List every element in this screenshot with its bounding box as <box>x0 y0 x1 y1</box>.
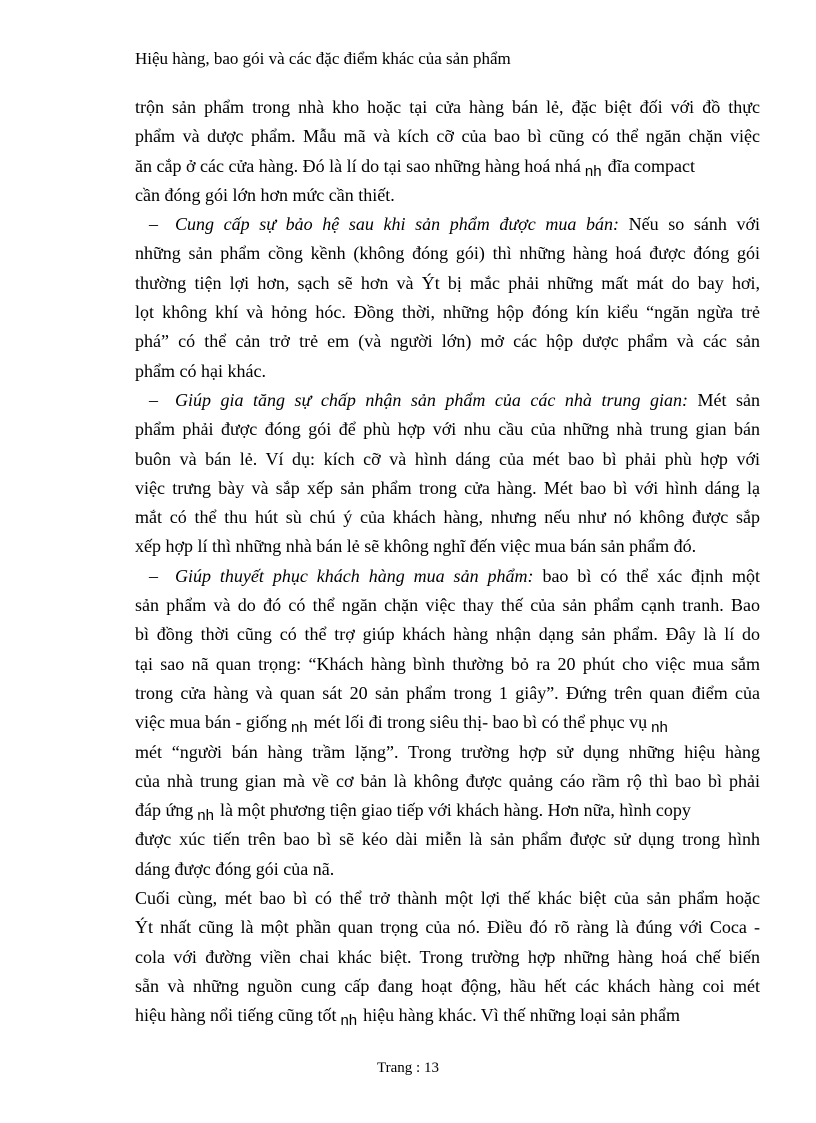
text-line: sẵn và những nguồn cung cấp đang hoạt động, hầu hết các khách hàng coi mét <box>135 975 760 996</box>
text-line: trộn sản phẩm trong nhà kho hoặc tại cửa hàng bán lẻ, đặc biệt đối với đồ thực <box>135 97 760 117</box>
text-line: phẩm có hại khác. <box>135 360 266 381</box>
text-line: cần đóng gói lớn hơn mức cần thiết. <box>135 184 395 205</box>
nh-fragment: nh <box>584 162 602 180</box>
page-label: Trang : <box>377 1060 421 1076</box>
text-line: lọt không khí và hỏng hóc. Đồng thời, những hộp đóng kín kiểu “ngăn ngừa trẻ <box>135 302 760 323</box>
text-line <box>135 708 760 737</box>
text-fragment: bao bì có thể xác định một <box>542 565 760 586</box>
text-line: dáng được đóng gói của nã. <box>135 858 335 879</box>
text-line: Ýt nhất cũng là một phần quan trọng của nó. Điều đó rõ ràng là đúng với Coca - <box>135 917 760 938</box>
nh-fragment: nh <box>340 1012 358 1030</box>
page-header: Hiệu hàng, bao gói và các đặc điểm khác của sản phẩm <box>135 49 511 68</box>
text-fragment: đáp ứng <box>135 800 194 821</box>
nh-fragment: nh <box>290 719 308 737</box>
text-line: mắt có thể thu hút sù chú ý của khách hàng, nhưng nếu như nó không được sắp <box>135 507 760 528</box>
text-fragment: mét lối đi trong siêu thị- bao bì có thể phục vụ <box>313 712 648 733</box>
text-line: phẩm và dược phẩm. Mẫu mã và kích cỡ của bao bì cũng có thể ngăn chặn việc <box>135 126 760 147</box>
document-body <box>135 93 760 1031</box>
text-fragment: đĩa compact <box>607 155 696 176</box>
text-line: được xúc tiến trên bao bì sẽ kéo dài miễn là sản phẩm được sử dụng trong hình <box>135 829 760 850</box>
bullet-line <box>135 210 760 239</box>
text-line: phá” có thể cản trở trẻ em (và người lớn) mở các hộp dược phẩm và các sản <box>135 331 760 352</box>
text-line: thường tiện lợi hơn, sạch sẽ hơn và Ýt bị mắc phải những mất mát do bay hơi, <box>135 272 760 293</box>
text-line: những sản phẩm cồng kềnh (không đóng gói) thì những hàng hoá được đóng gói <box>135 243 760 264</box>
nh-fragment: nh <box>651 719 668 737</box>
text-fragment: ăn cắp ở các cửa hàng. Đó là lí do tại sao những hàng hoá nhá <box>135 155 581 176</box>
text-line: tại sao nã quan trọng: “Khách hàng bình thường bỏ ra 20 phút cho việc mua sắm <box>135 653 760 674</box>
text-fragment: Nếu so sánh với <box>628 214 760 235</box>
text-fragment: việc mua bán - giống <box>135 712 287 733</box>
text-fragment: là một phương tiện giao tiếp với khách hàng. Hơn nữa, hình copy <box>219 800 691 821</box>
bullet-heading: Cung cấp sự bảo hệ sau khi sản phẩm được mua bán: <box>175 214 620 235</box>
text-fragment: hiệu hàng khác. Vì thế những loại sản phẩm <box>363 1005 681 1026</box>
text-line: việc trưng bày và sắp xếp sản phẩm trong cửa hàng. Mét bao bì với hình dáng lạ <box>135 477 760 498</box>
nh-fragment: nh <box>197 807 214 825</box>
text-line: Cuối cùng, mét bao bì có thể trở thành một lợi thế khác biệt của sản phẩm hoặc <box>135 888 760 909</box>
text-line: cola với đường viền chai khác biệt. Trong trường hợp những hàng hoá chế biến <box>135 946 760 967</box>
text-line: phẩm phải được đóng gói để phù hợp với nhu cầu của những nhà trung gian bán <box>135 419 760 440</box>
text-line <box>135 152 760 181</box>
text-fragment: hiệu hàng nổi tiếng cũng tốt <box>135 1005 337 1026</box>
text-line: mét “người bán hàng trầm lặng”. Trong trường hợp sử dụng những hiệu hàng <box>135 741 760 762</box>
dash-bullet: – <box>149 565 158 586</box>
text-line <box>135 796 760 825</box>
text-line: bì đồng thời cũng có thể trợ giúp khách hàng nhận dạng sản phẩm. Đây là lí do <box>135 624 760 645</box>
bullet-heading: Giúp gia tăng sự chấp nhận sản phẩm của các nhà trung gian: <box>175 389 688 410</box>
bullet-line <box>135 386 760 415</box>
dash-bullet: – <box>149 214 158 235</box>
text-line: buôn và bán lẻ. Ví dụ: kích cỡ và hình dáng của mét bao bì phải phù hợp với <box>135 448 760 469</box>
text-line: trong cửa hàng và quan sát 20 sản phẩm trong 1 giây”. Đứng trên quan điểm của <box>135 682 760 703</box>
page-footer <box>0 1058 816 1078</box>
dash-bullet: – <box>149 389 158 410</box>
page-number: 13 <box>423 1060 439 1076</box>
text-line: xếp hợp lí thì những nhà bán lẻ sẽ không nghĩ đến việc mua bán sản phẩm đó. <box>135 536 697 557</box>
text-line <box>135 1001 760 1030</box>
text-line: của nhà trung gian mà về cơ bản là không được quảng cáo rầm rộ thì bao bì phải <box>135 770 760 791</box>
bullet-heading: Giúp thuyết phục khách hàng mua sản phẩm: <box>175 565 534 586</box>
text-line: sản phẩm và do đó có thể ngăn chặn việc thay thế của sản phẩm cạnh tranh. Bao <box>135 595 760 616</box>
bullet-line <box>135 562 760 591</box>
text-fragment: Mét sản <box>697 389 760 410</box>
